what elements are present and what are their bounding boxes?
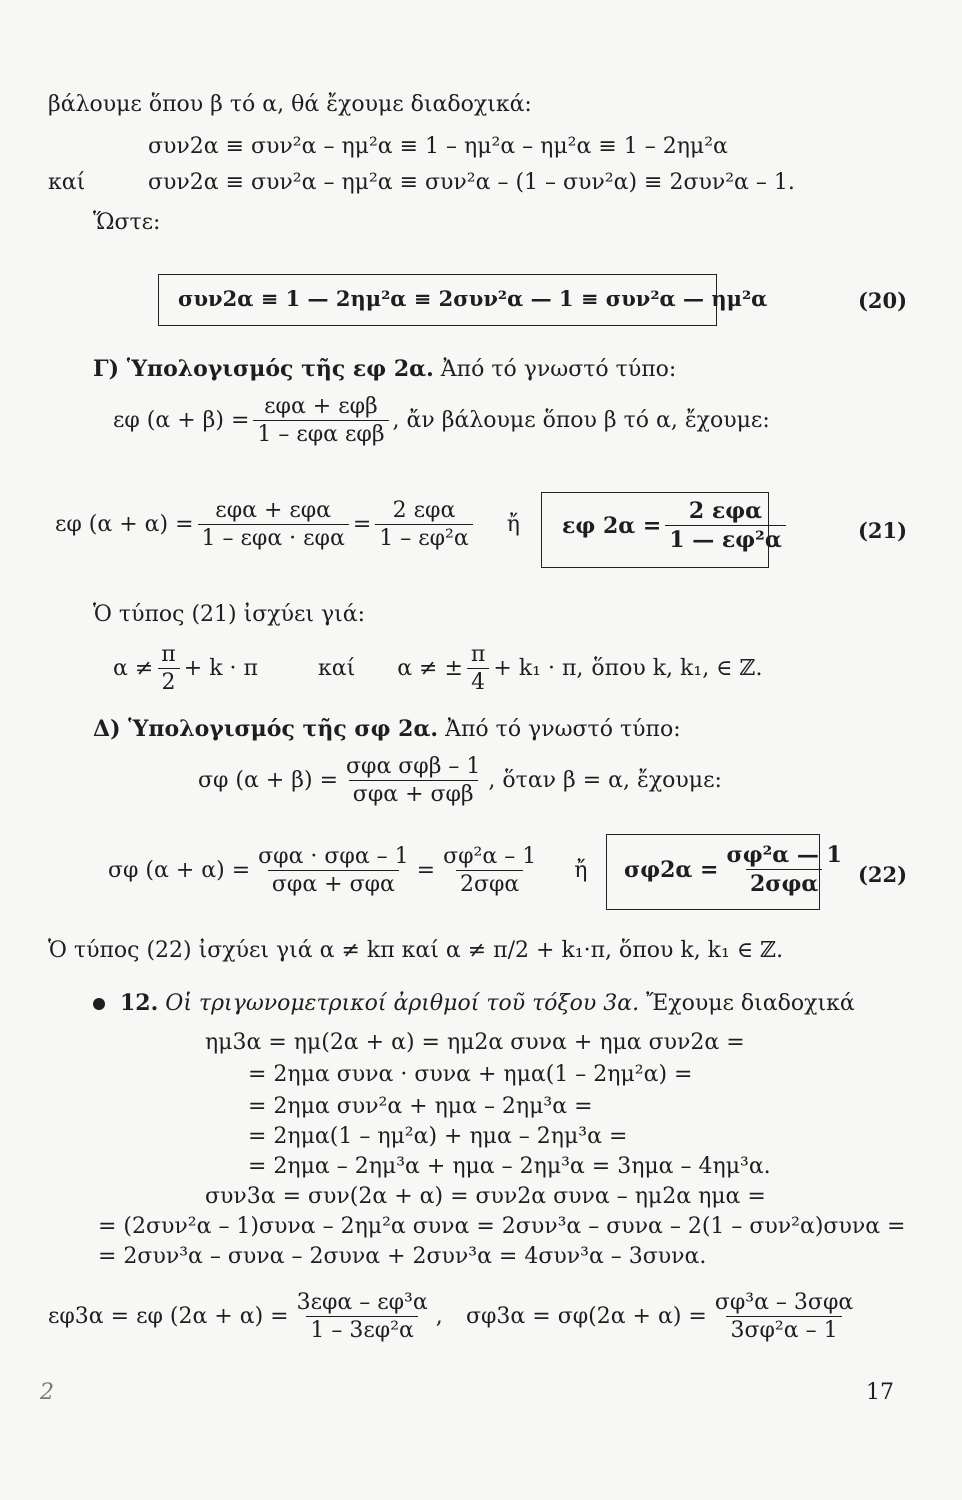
section-heading: Γ) Ὑπολογισμός τῆς εφ 2α. Ἀπό τό γνωστό τύπο:	[93, 356, 677, 382]
equation-line: = 2ημα συν²α + ημα – 2ημ³α =	[248, 1094, 593, 1119]
formula-21: εφ 2α = $\frac{\text{2 εφα}}{\text{1 — εφ²α}}$	[562, 498, 790, 553]
equation-line: = 2ημα συνα · συνα + ημα(1 – 2ημ²α) =	[248, 1062, 693, 1087]
text-line: Ὥστε:	[93, 210, 161, 235]
section-heading: Δ) Ὑπολογισμός τῆς σφ 2α. Ἀπό τό γνωστό τύπο:	[93, 716, 681, 742]
equation-cot-double: σφ (α + α) = $\frac{\text{σφα · σφα – 1}}{\text{σφα + σφα}}$ = $\frac{\text{σφ²α – 1}}{\text{2σφα}}$ ἤ	[108, 844, 588, 897]
equation-tan-sum: εφ (α + β) = $\frac{\text{εφα + εφβ}}{\text{1 – εφα εφβ}}$ , ἄν βάλουμε ὅπου β τό α, ἔχουμε:	[113, 394, 770, 447]
signature-mark: 2	[40, 1380, 54, 1405]
equation-tan-double: εφ (α + α) = $\frac{\text{εφα + εφα}}{\text{1 – εφα · εφα}}$ = $\frac{\text{2 εφα}}{\text{1 – εφ²α}}$ ἤ	[55, 498, 520, 551]
bullet-icon	[93, 998, 105, 1010]
equation-cot3: σφ3α = σφ(2α + α) = $\frac{\text{σφ³α – 3σφα}}{\text{3σφ²α – 1}}$	[466, 1290, 854, 1343]
text-line: Ὁ τύπος (21) ἰσχύει γιά:	[93, 602, 366, 627]
formula-20: συν2α ≡ 1 — 2ημ²α ≡ 2συν²α — 1 ≡ συν²α — ημ²α	[178, 286, 768, 311]
section-heading: 12. Οἱ τριγωνομετρικοί ἀριθμοί τοῦ τόξου 3α. Ἔχουμε διαδοχικά	[93, 990, 855, 1016]
equation-number: (22)	[858, 862, 908, 887]
equation-number: (20)	[858, 288, 908, 313]
equation-number: (21)	[858, 518, 908, 543]
equation-tan3: εφ3α = εφ (2α + α) = $\frac{\text{3εφα – εφ³α}}{\text{1 – 3εφ²α}}$ ,	[48, 1290, 443, 1343]
equation-line: = 2ημα – 2ημ³α + ημα – 2ημ³α = 3ημα – 4ημ³α.	[248, 1154, 771, 1179]
equation-line: = (2συν²α – 1)συνα – 2ημ²α συνα = 2συν³α – συνα – 2(1 – συν²α)συνα =	[98, 1214, 906, 1239]
text-line: βάλουμε ὅπου β τό α, θά ἔχουμε διαδοχικά:	[48, 92, 532, 117]
equation-cot-sum: σφ (α + β) = $\frac{\text{σφα σφβ – 1}}{\text{σφα + σφβ}}$ , ὅταν β = α, ἔχουμε:	[198, 754, 722, 807]
equation-line: συν2α ≡ συν²α – ημ²α ≡ συν²α – (1 – συν²α) ≡ 2συν²α – 1.	[148, 170, 795, 195]
text-line: Ὁ τύπος (22) ἰσχύει γιά α ≠ kπ καί α ≠ π/2 + k₁·π, ὅπου k, k₁ ∈ ℤ.	[48, 938, 784, 963]
equation-line: συν3α = συν(2α + α) = συν2α συνα – ημ2α ημα =	[205, 1184, 766, 1209]
text-lead: καί	[48, 170, 86, 195]
page-number: 17	[866, 1380, 894, 1405]
formula-22: σφ2α = $\frac{\text{σφ²α — 1}}{\text{2σφα}}$	[624, 842, 842, 897]
equation-line: ημ3α = ημ(2α + α) = ημ2α συνα + ημα συν2α =	[205, 1030, 745, 1055]
condition-line: α ≠ $\frac{\pi}{2}$ + k · π καί α ≠ ± $\frac{\pi}{4}$ + k₁ · π, ὅπου k, k₁, ∈ ℤ.	[113, 642, 763, 695]
equation-line: = 2συν³α – συνα – 2συνα + 2συν³α = 4συν³α – 3συνα.	[98, 1244, 707, 1269]
equation-line: συν2α ≡ συν²α – ημ²α ≡ 1 – ημ²α – ημ²α ≡ 1 – 2ημ²α	[148, 134, 728, 159]
equation-line: = 2ημα(1 – ημ²α) + ημα – 2ημ³α =	[248, 1124, 628, 1149]
